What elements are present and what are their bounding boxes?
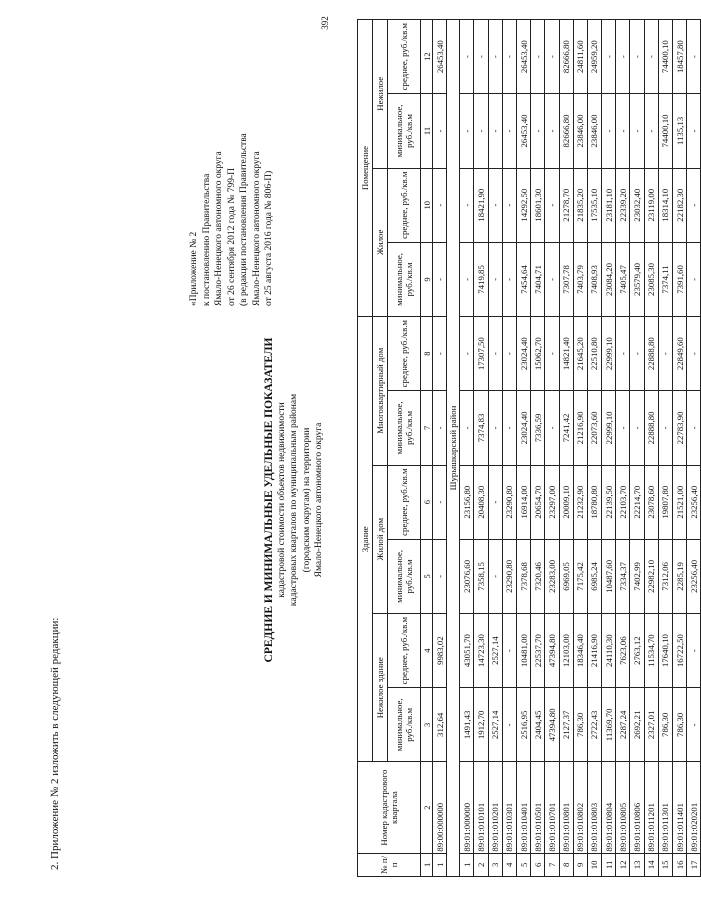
table-cell: 2 bbox=[474, 853, 488, 876]
table-cell: 23078,60 bbox=[644, 465, 658, 539]
table-cell: 22888,80 bbox=[644, 391, 658, 465]
table-cell: - bbox=[545, 242, 559, 316]
table-cell: - bbox=[433, 242, 447, 316]
document-title bbox=[263, 120, 326, 880]
table-cell: 22999,10 bbox=[602, 391, 616, 465]
table-cell: 8 bbox=[421, 317, 433, 391]
table-cell: 89:01:010101 bbox=[474, 762, 488, 853]
table-cell: 22783,90 bbox=[673, 391, 687, 465]
table-cell: 10 bbox=[587, 853, 601, 876]
table-cell: 17 bbox=[687, 853, 701, 876]
table-cell: - bbox=[616, 20, 630, 94]
table-cell: 21645,20 bbox=[573, 317, 587, 391]
appendix-line: от 26 сентября 2012 года № 799-П bbox=[226, 167, 237, 306]
table-cell: 5 bbox=[516, 853, 530, 876]
table-cell: 23084,20 bbox=[602, 242, 616, 316]
table-cell: 18346,40 bbox=[573, 614, 587, 688]
table-cell: - bbox=[488, 94, 502, 168]
appendix-line: «Приложение № 2 bbox=[189, 231, 199, 306]
table-cell: 23290,80 bbox=[502, 539, 516, 613]
table-row bbox=[673, 20, 687, 877]
intro-text: 2. Приложение № 2 изложить в следующей редакции: bbox=[49, 617, 61, 870]
table-cell: 23024,40 bbox=[516, 391, 530, 465]
header-nonres-building: Нежилое здание bbox=[373, 614, 388, 762]
table-cell: 7307,78 bbox=[559, 242, 573, 316]
table-cell: 22537,70 bbox=[531, 614, 545, 688]
table-cell: 7419,85 bbox=[474, 242, 488, 316]
table-cell: 89:00:000000 bbox=[433, 762, 447, 853]
table-cell: - bbox=[687, 614, 701, 688]
table-cell: 26453,40 bbox=[516, 20, 530, 94]
table-cell: - bbox=[658, 391, 672, 465]
header-min: минимальное, руб./кв.м bbox=[388, 94, 421, 168]
table-cell: 2285,19 bbox=[673, 539, 687, 613]
table-cell: - bbox=[433, 465, 447, 539]
table-cell: 16722,50 bbox=[673, 614, 687, 688]
header-avg: среднее, руб./кв.м bbox=[388, 614, 421, 688]
table-cell: 12103,00 bbox=[559, 614, 573, 688]
table-cell: 89:01:011201 bbox=[644, 762, 658, 853]
table-cell: - bbox=[502, 317, 516, 391]
table-row bbox=[488, 20, 502, 877]
table-cell: 1 bbox=[433, 853, 447, 876]
table-cell: 23846,00 bbox=[573, 94, 587, 168]
table-cell: 14292,50 bbox=[516, 168, 530, 242]
table-cell: 22339,20 bbox=[616, 168, 630, 242]
table-cell: - bbox=[488, 168, 502, 242]
table-cell: 7402,99 bbox=[630, 539, 644, 613]
column-number-row bbox=[421, 20, 433, 877]
table-cell: 22103,70 bbox=[616, 465, 630, 539]
table-cell: 9 bbox=[421, 242, 433, 316]
table-cell: 4 bbox=[502, 853, 516, 876]
table-cell: 89:01:011401 bbox=[673, 762, 687, 853]
table-cell: 23283,00 bbox=[545, 539, 559, 613]
table-cell: 1135,13 bbox=[673, 94, 687, 168]
table-cell: - bbox=[460, 94, 474, 168]
table-cell: - bbox=[545, 317, 559, 391]
table-cell: 7334,37 bbox=[616, 539, 630, 613]
header-residential: Жилое bbox=[373, 168, 388, 316]
table-cell: 6 bbox=[421, 465, 433, 539]
table-cell: 23579,40 bbox=[630, 242, 644, 316]
rotated-page-content bbox=[25, 10, 699, 880]
table-cell: - bbox=[433, 391, 447, 465]
table-cell: 786,30 bbox=[573, 688, 587, 762]
table-cell: - bbox=[616, 94, 630, 168]
table-cell: 7378,68 bbox=[516, 539, 530, 613]
table-cell: - bbox=[460, 20, 474, 94]
table-cell: - bbox=[460, 317, 474, 391]
table-cell: 18314,10 bbox=[658, 168, 672, 242]
table-cell: 10481,00 bbox=[516, 614, 530, 688]
table-row bbox=[516, 20, 530, 877]
table-cell: 2763,12 bbox=[630, 614, 644, 688]
header-min: минимальное, руб./кв.м bbox=[388, 391, 421, 465]
table-cell: - bbox=[602, 20, 616, 94]
table-cell: 7391,60 bbox=[673, 242, 687, 316]
table-cell: 89:01:010801 bbox=[559, 762, 573, 853]
table-cell: 89:01:010806 bbox=[630, 762, 644, 853]
table-cell: - bbox=[502, 614, 516, 688]
table-cell: 2 bbox=[421, 762, 433, 853]
table-cell: 2287,24 bbox=[616, 688, 630, 762]
table-cell: - bbox=[630, 94, 644, 168]
table-row bbox=[602, 20, 616, 877]
appendix-line: (в редакции постановления Правительства bbox=[239, 133, 249, 306]
header-quarter: Номер кадастрового квартала bbox=[358, 762, 421, 853]
table-cell: - bbox=[630, 391, 644, 465]
table-cell: 21521,00 bbox=[673, 465, 687, 539]
table-cell: - bbox=[687, 688, 701, 762]
table-cell: 26453,40 bbox=[516, 94, 530, 168]
header-avg: среднее, руб./кв.м bbox=[388, 317, 421, 391]
table-cell: - bbox=[460, 242, 474, 316]
table-cell: 23085,30 bbox=[644, 242, 658, 316]
table-cell: 21835,20 bbox=[573, 168, 587, 242]
header-avg: среднее, руб./кв.м bbox=[388, 168, 421, 242]
table-cell: 7454,64 bbox=[516, 242, 530, 316]
table-cell: 47394,80 bbox=[545, 614, 559, 688]
table-cell: 15062,70 bbox=[531, 317, 545, 391]
table-cell: - bbox=[488, 20, 502, 94]
table-cell: - bbox=[502, 168, 516, 242]
table-cell: 23156,80 bbox=[460, 465, 474, 539]
table-cell: 1 bbox=[421, 853, 433, 876]
table-cell: - bbox=[502, 688, 516, 762]
table-row bbox=[587, 20, 601, 877]
table-row bbox=[502, 20, 516, 877]
table-cell: 7358,15 bbox=[474, 539, 488, 613]
table-row bbox=[630, 20, 644, 877]
table-cell: 18780,80 bbox=[587, 465, 601, 539]
appendix-line: Ямало-Ненецкого автономного округа bbox=[214, 151, 224, 306]
table-cell: 17535,10 bbox=[587, 168, 601, 242]
table-cell: 1912,70 bbox=[474, 688, 488, 762]
table-cell: - bbox=[433, 539, 447, 613]
table-cell: 13 bbox=[630, 853, 644, 876]
table-cell: 7312,06 bbox=[658, 539, 672, 613]
table-cell: - bbox=[545, 168, 559, 242]
table-cell: 89:01:010805 bbox=[616, 762, 630, 853]
table-cell: 14821,40 bbox=[559, 317, 573, 391]
table-cell: - bbox=[687, 391, 701, 465]
table-cell: - bbox=[502, 20, 516, 94]
table-cell: - bbox=[460, 168, 474, 242]
table-cell: 312,64 bbox=[433, 688, 447, 762]
table-cell: - bbox=[630, 317, 644, 391]
title-line: кадастровой стоимости объектов недвижимости bbox=[276, 402, 287, 598]
table-cell: - bbox=[545, 20, 559, 94]
table-cell: 4 bbox=[421, 614, 433, 688]
table-cell: 3 bbox=[488, 853, 502, 876]
appendix-line: от 25 августа 2016 года № 806-П) bbox=[264, 170, 274, 306]
table-cell: 17307,50 bbox=[474, 317, 488, 391]
table-cell: 23256,40 bbox=[687, 539, 701, 613]
table-cell: - bbox=[687, 94, 701, 168]
table-cell: - bbox=[602, 94, 616, 168]
table-cell: 5 bbox=[421, 539, 433, 613]
table-cell: - bbox=[488, 539, 502, 613]
table-cell: 18457,80 bbox=[673, 20, 687, 94]
title-line: Ямало-Ненецкого автономного округа bbox=[314, 422, 324, 578]
table-cell: 1 bbox=[460, 853, 474, 876]
table-cell: 10 bbox=[421, 168, 433, 242]
table-cell: 11 bbox=[602, 853, 616, 876]
table-cell: 12 bbox=[616, 853, 630, 876]
table-row bbox=[687, 20, 701, 877]
table-cell: - bbox=[502, 391, 516, 465]
table-cell: 6969,05 bbox=[559, 539, 573, 613]
table-cell: - bbox=[644, 20, 658, 94]
table-cell: 2527,14 bbox=[488, 614, 502, 688]
table-cell: 89:01:010802 bbox=[573, 762, 587, 853]
table-cell: 21416,90 bbox=[587, 614, 601, 688]
table-cell: 6985,24 bbox=[587, 539, 601, 613]
table-cell: - bbox=[687, 168, 701, 242]
table-cell: 9 bbox=[573, 853, 587, 876]
header-min: минимальное, руб./кв.м bbox=[388, 539, 421, 613]
table-cell: 20408,30 bbox=[474, 465, 488, 539]
table-cell: - bbox=[474, 20, 488, 94]
region-label: Шурышкарский район bbox=[447, 20, 460, 877]
table-cell: - bbox=[616, 317, 630, 391]
table-cell: 22849,60 bbox=[673, 317, 687, 391]
table-cell: 89:01:000000 bbox=[460, 762, 474, 853]
table-cell: 22999,10 bbox=[602, 317, 616, 391]
table-cell: - bbox=[687, 20, 701, 94]
table-cell: - bbox=[488, 391, 502, 465]
table-cell: 14723,30 bbox=[474, 614, 488, 688]
table-cell: 23256,40 bbox=[687, 465, 701, 539]
table-cell: 9983,02 bbox=[433, 614, 447, 688]
table-cell: 82666,80 bbox=[559, 94, 573, 168]
table-cell: 2516,95 bbox=[516, 688, 530, 762]
table-cell: - bbox=[616, 391, 630, 465]
table-cell: - bbox=[433, 168, 447, 242]
table-cell: 2127,37 bbox=[559, 688, 573, 762]
table-cell: 18601,30 bbox=[531, 168, 545, 242]
header-premises: Помещение bbox=[358, 20, 373, 317]
table-cell: 21232,90 bbox=[573, 465, 587, 539]
table-cell: 24959,20 bbox=[587, 20, 601, 94]
table-cell: 16914,00 bbox=[516, 465, 530, 539]
table-cell: 16 bbox=[673, 853, 687, 876]
table-cell: 21216,90 bbox=[573, 391, 587, 465]
header-nonresidential: Нежилое bbox=[373, 20, 388, 169]
table-cell: - bbox=[502, 242, 516, 316]
table-cell: - bbox=[658, 317, 672, 391]
table-cell: 23290,80 bbox=[502, 465, 516, 539]
table-cell: 7241,42 bbox=[559, 391, 573, 465]
table-cell: 8 bbox=[559, 853, 573, 876]
table-cell: 6 bbox=[531, 853, 545, 876]
table-cell: - bbox=[488, 465, 502, 539]
table-cell: 23181,10 bbox=[602, 168, 616, 242]
table-cell: 7404,71 bbox=[531, 242, 545, 316]
table-cell: - bbox=[687, 317, 701, 391]
page-number: 392 bbox=[319, 16, 330, 30]
table-cell: 2327,01 bbox=[644, 688, 658, 762]
appendix-line: к постановлению Правительства bbox=[201, 173, 212, 306]
table-cell: 22510,80 bbox=[587, 317, 601, 391]
table-cell: 74400,10 bbox=[658, 94, 672, 168]
table-cell: 1491,43 bbox=[460, 688, 474, 762]
table-cell: - bbox=[687, 242, 701, 316]
header-house: Жилой дом bbox=[373, 465, 388, 613]
header-building: Здание bbox=[358, 317, 373, 762]
table-cell: 23076,60 bbox=[460, 539, 474, 613]
indicators-table bbox=[357, 19, 701, 877]
table-cell: - bbox=[433, 94, 447, 168]
table-cell: 23846,00 bbox=[587, 94, 601, 168]
header-min: минимальное, руб./кв.м bbox=[388, 688, 421, 762]
table-cell: 11 bbox=[421, 94, 433, 168]
table-cell: 22139,50 bbox=[602, 465, 616, 539]
table-cell: 89:01:010201 bbox=[488, 762, 502, 853]
table-cell: 7403,79 bbox=[573, 242, 587, 316]
table-cell: - bbox=[531, 94, 545, 168]
table-cell: 24110,30 bbox=[602, 614, 616, 688]
title-line: (городским округам) на территории bbox=[301, 427, 312, 573]
table-cell: 15 bbox=[658, 853, 672, 876]
table-cell: - bbox=[460, 391, 474, 465]
table-cell: - bbox=[545, 391, 559, 465]
table-cell: 7374,11 bbox=[658, 242, 672, 316]
table-cell: 89:01:010803 bbox=[587, 762, 601, 853]
table-cell: 24811,60 bbox=[573, 20, 587, 94]
table-row bbox=[644, 20, 658, 877]
table-cell: - bbox=[644, 94, 658, 168]
table-row bbox=[531, 20, 545, 877]
table-cell: 17640,10 bbox=[658, 614, 672, 688]
table-cell: 26453,40 bbox=[433, 20, 447, 94]
table-cell: 19807,80 bbox=[658, 465, 672, 539]
table-cell: 2722,43 bbox=[587, 688, 601, 762]
table-cell: 7405,47 bbox=[616, 242, 630, 316]
table-cell: 786,30 bbox=[673, 688, 687, 762]
table-cell: 786,30 bbox=[658, 688, 672, 762]
table-cell: 22073,60 bbox=[587, 391, 601, 465]
table-cell: 23297,00 bbox=[545, 465, 559, 539]
header-avg: среднее, руб./кв.м bbox=[388, 465, 421, 539]
table-cell: 47394,80 bbox=[545, 688, 559, 762]
table-cell: 12 bbox=[421, 20, 433, 94]
table-cell: - bbox=[502, 94, 516, 168]
table-cell: 22982,10 bbox=[644, 539, 658, 613]
table-cell: 89:01:010804 bbox=[602, 762, 616, 853]
table-cell: 7336,59 bbox=[531, 391, 545, 465]
header-num: № п/п bbox=[358, 853, 421, 876]
appendix-line: Ямало-Ненецкого автономного округа bbox=[251, 151, 262, 306]
table-cell: - bbox=[433, 317, 447, 391]
table-cell: 7175,42 bbox=[573, 539, 587, 613]
table-cell: 23024,40 bbox=[516, 317, 530, 391]
table-cell: - bbox=[545, 94, 559, 168]
table-cell: 22214,70 bbox=[630, 465, 644, 539]
table-cell: 7320,46 bbox=[531, 539, 545, 613]
table-row bbox=[545, 20, 559, 877]
table-cell: 14 bbox=[644, 853, 658, 876]
table-cell: - bbox=[630, 20, 644, 94]
table-cell: - bbox=[474, 94, 488, 168]
table-cell: 82666,80 bbox=[559, 20, 573, 94]
table-cell: 2527,14 bbox=[488, 688, 502, 762]
table-cell: 18421,90 bbox=[474, 168, 488, 242]
table-cell: 10487,60 bbox=[602, 539, 616, 613]
table-row bbox=[616, 20, 630, 877]
table-row bbox=[460, 20, 474, 877]
table-cell: 3 bbox=[421, 688, 433, 762]
table-cell: 89:01:020201 bbox=[687, 762, 701, 853]
table-cell: - bbox=[488, 317, 502, 391]
table-cell: 20009,10 bbox=[559, 465, 573, 539]
table-cell: 89:01:010501 bbox=[531, 762, 545, 853]
table-cell: 89:01:011301 bbox=[658, 762, 672, 853]
header-apartment: Многоквартирный дом bbox=[373, 317, 388, 465]
table-cell: 89:01:010401 bbox=[516, 762, 530, 853]
table-row-total bbox=[433, 20, 447, 877]
table-cell: 20654,70 bbox=[531, 465, 545, 539]
table-cell: 7 bbox=[545, 853, 559, 876]
header-min: минимальное, руб./кв.м bbox=[388, 242, 421, 316]
table-cell: 22888,80 bbox=[644, 317, 658, 391]
table-cell: 89:01:010701 bbox=[545, 762, 559, 853]
table-cell: 2404,45 bbox=[531, 688, 545, 762]
table-cell: 22182,30 bbox=[673, 168, 687, 242]
table-cell: 7623,06 bbox=[616, 614, 630, 688]
table-row bbox=[658, 20, 672, 877]
table-row bbox=[559, 20, 573, 877]
table-cell: 21278,70 bbox=[559, 168, 573, 242]
table-cell: - bbox=[488, 242, 502, 316]
table-cell: 23119,00 bbox=[644, 168, 658, 242]
table-cell: 11534,70 bbox=[644, 614, 658, 688]
table-cell: 11369,70 bbox=[602, 688, 616, 762]
title-line: кадастровых кварталов по муниципальным районам bbox=[289, 393, 299, 607]
table-cell: - bbox=[531, 20, 545, 94]
table-cell: 74400,10 bbox=[658, 20, 672, 94]
table-row bbox=[573, 20, 587, 877]
table-cell: 23032,40 bbox=[630, 168, 644, 242]
header-avg: среднее, руб./кв.м bbox=[388, 20, 421, 94]
table-row bbox=[474, 20, 488, 877]
table-cell: 2692,21 bbox=[630, 688, 644, 762]
table-cell: 89:01:010301 bbox=[502, 762, 516, 853]
title-main: СРЕДНИЕ И МИНИМАЛЬНЫЕ УДЕЛЬНЫЕ ПОКАЗАТЕЛИ bbox=[263, 337, 275, 663]
table-cell: 7 bbox=[421, 391, 433, 465]
table-cell: 7408,93 bbox=[587, 242, 601, 316]
table-cell: 43051,70 bbox=[460, 614, 474, 688]
table-cell: 7374,83 bbox=[474, 391, 488, 465]
region-row bbox=[447, 20, 460, 877]
